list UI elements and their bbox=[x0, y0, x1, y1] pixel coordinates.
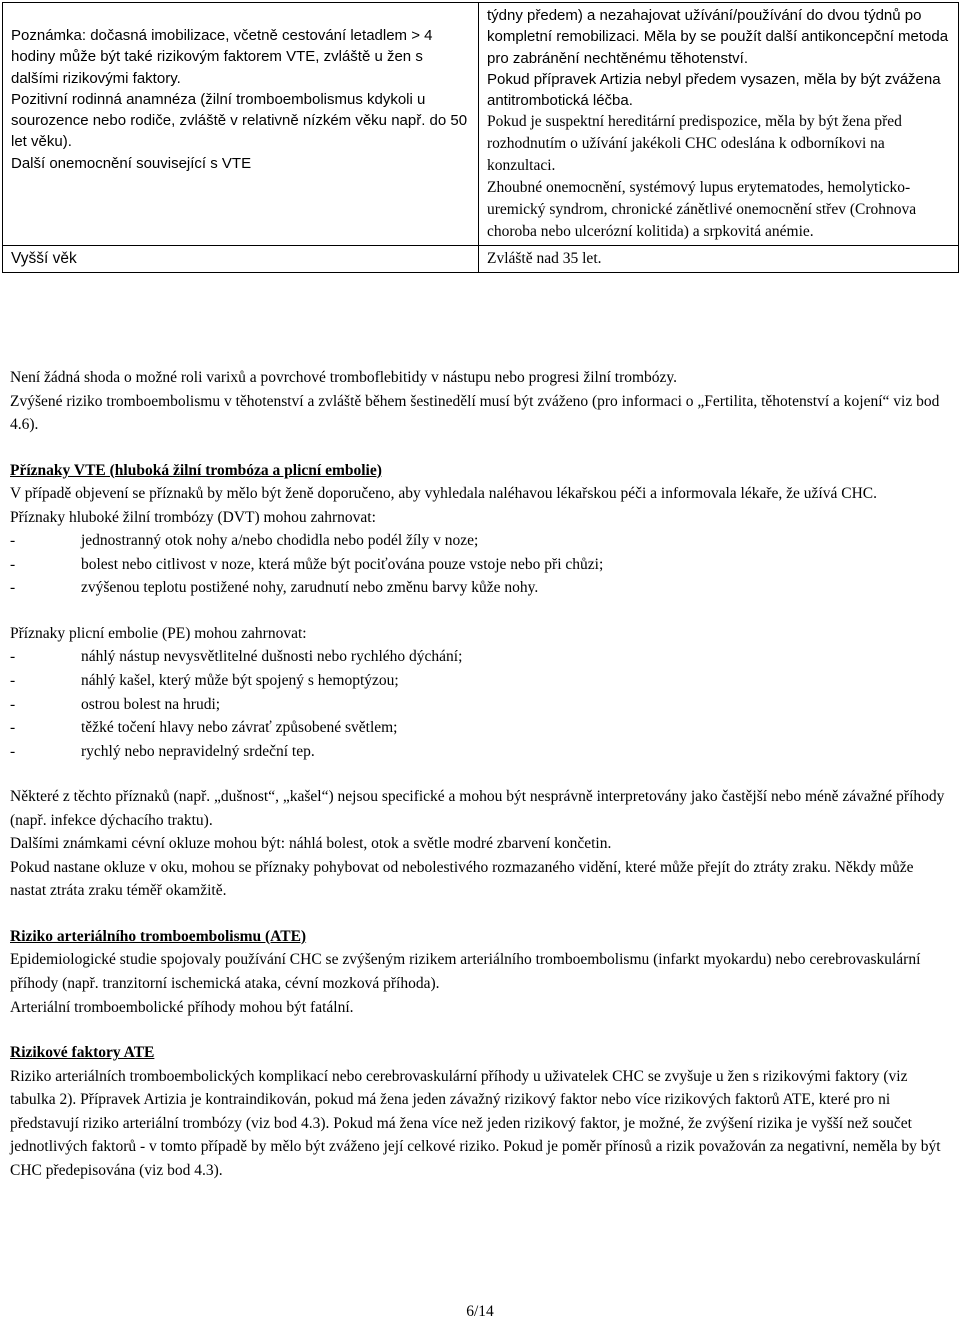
ate-heading: Riziko arteriálního tromboembolismu (ATE) bbox=[10, 927, 307, 945]
eye-occlusion-note: Pokud nastane okluze v oku, mohou se příznaky pohybovat od nebolestivého rozmazaného vidění, které může přejít do ztráty zraku. Někdy může nastat ztráta zraku téměř okamžitě. bbox=[10, 858, 914, 900]
list-item bbox=[10, 645, 945, 669]
dash-bullet: - bbox=[10, 695, 16, 713]
occlusion-signs: Dalšími známkami cévní okluze mohou být: náhlá bolest, otok a světle modré zbarvení končetin. bbox=[10, 835, 612, 853]
document-body bbox=[10, 366, 945, 1182]
note-immobilization: Poznámka: dočasná imobilizace, včetně cestování letadlem > 4 hodiny může být také rizikovým faktorem VTE, zvláště u žen s dalšími rizikovými faktory. bbox=[11, 27, 433, 87]
table-cell-age-comment: Zvláště nad 35 let. bbox=[479, 246, 959, 273]
list-item bbox=[10, 529, 945, 553]
ate-epidemiology: Epidemiologické studie spojovaly používání CHC se zvýšeným rizikem arteriálního tromboembolismu (infarkt myokardu) nebo cerebrovaskulární příhody (např. tranzitorní ischemická ataka, cévní mozková příhoda). bbox=[10, 951, 921, 993]
comment-conditions: Zhoubné onemocnění, systémový lupus erytematodes, hemolyticko-uremický syndrom, chronické zánětlivé onemocnění střev (Crohnova choroba nebo ulcerózní kolitida) a srpkovitá anémie. bbox=[487, 179, 917, 241]
vte-advice: V případě objevení se příznaků by mělo být ženě doporučeno, aby vyhledala naléhavou lékařskou péči a informovala lékaře, že užívá CHC. bbox=[10, 485, 877, 503]
ate-risk-heading: Rizikové faktory ATE bbox=[10, 1044, 155, 1062]
list-item bbox=[10, 576, 945, 600]
comment-hereditary: Pokud je suspektní hereditární predispozice, měla by být žena před rozhodnutím o užívání jakékoli CHC odeslána k odborníkovi na konzultaci. bbox=[487, 113, 902, 175]
dvt-symptom-list bbox=[10, 529, 945, 600]
risk-factor-table bbox=[2, 2, 959, 273]
ate-risk-text: Riziko arteriálních tromboembolických komplikací nebo cerebrovaskulární příhody u uživatelek CHC se zvyšuje u žen s rizikovými faktory (viz tabulka 2). Přípravek Artizia je kontraindikován, pokud má žena jeden závažný rizikový faktor nebo více rizikových faktorů ATE, které pro ni představují riziko arteriální trombózy (viz bod 4.3). Pokud má žena více než jeden rizikový faktor, je možné, že zvýšení rizika je vyšší než součet jednotlivých faktorů - v tomto případě by mělo být zváženo její celkové riziko. Pokud je poměr přínosů a rizik považován za negativní, neměla by být CHC předepisována (viz bod 4.3). bbox=[10, 1067, 941, 1179]
comment-remobilization: týdny předem) a nezahajovat užívání/používání do dvou týdnů po kompletní remobilizaci. Měla by se použít další antikoncepční metoda pro zabránění nechtěnému těhotenství. bbox=[487, 7, 949, 67]
dash-bullet: - bbox=[10, 532, 16, 550]
dash-bullet: - bbox=[10, 742, 16, 760]
page-number: 6/14 bbox=[466, 1303, 494, 1320]
dash-bullet: - bbox=[10, 555, 16, 573]
vte-symptoms-heading: Příznaky VTE (hluboká žilní trombóza a plicní embolie) bbox=[10, 461, 382, 479]
dash-bullet: - bbox=[10, 719, 16, 737]
list-item bbox=[10, 693, 945, 717]
list-item bbox=[10, 553, 945, 577]
comment-antithrombotic: Pokud přípravek Artizia nebyl předem vysazen, měla by být zvážena antitrombotická léčba. bbox=[487, 70, 941, 110]
nonspecific-note: Některé z těchto příznaků (např. „dušnost“, „kašel“) nejsou specifické a mohou být nesprávně interpretovány jako častější nebo méně závažné příhody (např. infekce dýchacího traktu). bbox=[10, 788, 945, 829]
list-item bbox=[10, 669, 945, 693]
pregnancy-note: Zvýšené riziko tromboembolismu v těhotenství a zvláště během šestinedělí musí být zváženo (pro informaci o „Fertilita, těhotenství a kojení“ viz bod 4.6). bbox=[10, 392, 940, 434]
pe-intro: Příznaky plicní embolie (PE) mohou zahrnovat: bbox=[10, 624, 307, 642]
table-cell-comments bbox=[479, 3, 959, 246]
family-history: Pozitivní rodinná anamnéza (žilní tromboembolismus kdykoli u sourozence nebo rodiče, zvláště v relativně nízkém věku např. do 50 let věku). bbox=[11, 90, 468, 151]
list-item-text: náhlý kašel, který může být spojený s hemoptýzou; bbox=[81, 672, 399, 690]
table-row bbox=[3, 246, 959, 273]
table-cell-age: Vyšší věk bbox=[3, 246, 479, 273]
list-item-text: jednostranný otok nohy a/nebo chodidla nebo podél žíly v noze; bbox=[81, 532, 479, 550]
list-item bbox=[10, 716, 945, 740]
list-item bbox=[10, 740, 945, 764]
list-item-text: rychlý nebo nepravidelný srdeční tep. bbox=[81, 742, 315, 760]
list-item-text: bolest nebo citlivost v noze, která může být pociťována pouze vstoje nebo při chůzi; bbox=[81, 555, 604, 573]
table-row bbox=[3, 3, 959, 246]
pe-symptom-list bbox=[10, 645, 945, 763]
list-item-text: náhlý nástup nevysvětlitelné dušnosti nebo rychlého dýchání; bbox=[81, 648, 463, 666]
ate-fatal: Arteriální tromboembolické příhody mohou být fatální. bbox=[10, 998, 354, 1016]
varix-note: Není žádná shoda o možné roli varixů a povrchové tromboflebitidy v nástupu nebo progresi žilní trombózy. bbox=[10, 369, 678, 386]
dash-bullet: - bbox=[10, 579, 16, 597]
list-item-text: zvýšenou teplotu postižené nohy, zarudnutí nebo změnu barvy kůže nohy. bbox=[81, 579, 539, 597]
dash-bullet: - bbox=[10, 648, 16, 666]
table-cell-risk-factors bbox=[3, 3, 479, 246]
dvt-intro: Příznaky hluboké žilní trombózy (DVT) mohou zahrnovat: bbox=[10, 508, 376, 526]
list-item-text: těžké točení hlavy nebo závrať způsobené světlem; bbox=[81, 719, 398, 737]
other-conditions: Další onemocnění související s VTE bbox=[11, 154, 252, 172]
list-item-text: ostrou bolest na hrudi; bbox=[81, 695, 221, 713]
dash-bullet: - bbox=[10, 672, 16, 690]
